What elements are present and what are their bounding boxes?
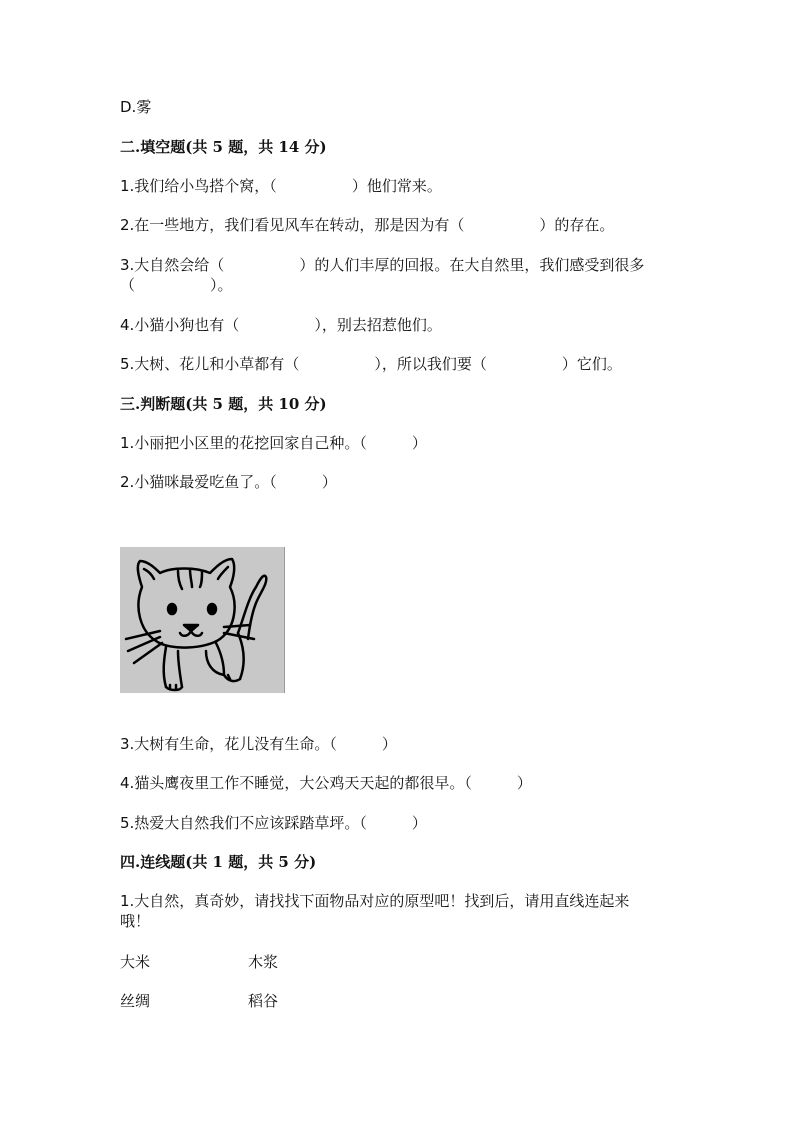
match-right-item-1: 木浆	[248, 953, 279, 971]
judge-question-4: 4.猫头鹰夜里工作不睡觉，大公鸡天天起的都很早。（ ）	[120, 774, 532, 792]
cat-image	[120, 547, 285, 693]
match-question-line-2: 哦！	[120, 912, 151, 930]
fill-question-5: 5.大树、花儿和小草都有（ ），所以我们要（ ）它们。	[120, 355, 622, 373]
judge-question-5: 5.热爱大自然我们不应该踩踏草坪。（ ）	[120, 814, 427, 832]
match-left-item-2: 丝绸	[120, 992, 151, 1010]
option-d: D.雾	[120, 98, 152, 116]
fill-question-2: 2.在一些地方，我们看见风车在转动，那是因为有（ ）的存在。	[120, 216, 615, 234]
fill-question-3: 3.大自然会给（ ）的人们丰厚的回报。在大自然里，我们感受到很多	[120, 256, 645, 274]
section-4-title: 四.连线题(共 1 题，共 5 分)	[120, 853, 317, 871]
fill-question-4: 4.小猫小狗也有（ ），别去招惹他们。	[120, 316, 442, 334]
judge-question-2: 2.小猫咪最爱吃鱼了。（ ）	[120, 473, 337, 491]
judge-question-3: 3.大树有生命，花儿没有生命。（ ）	[120, 735, 397, 753]
section-3-title: 三.判断题(共 5 题，共 10 分)	[120, 395, 327, 413]
fill-question-1: 1.我们给小鸟搭个窝，（ ）他们常来。	[120, 177, 442, 195]
section-2-title: 二.填空题(共 5 题，共 14 分)	[120, 138, 327, 156]
match-right-item-2: 稻谷	[248, 992, 279, 1010]
match-question-line-1: 1.大自然，真奇妙，请找找下面物品对应的原型吧！找到后，请用直线连起来	[120, 892, 630, 910]
fill-question-3-cont: （ ）。	[120, 276, 233, 294]
match-left-item-1: 大米	[120, 953, 151, 971]
cat-icon	[120, 547, 284, 693]
judge-question-1: 1.小丽把小区里的花挖回家自己种。（ ）	[120, 434, 427, 452]
